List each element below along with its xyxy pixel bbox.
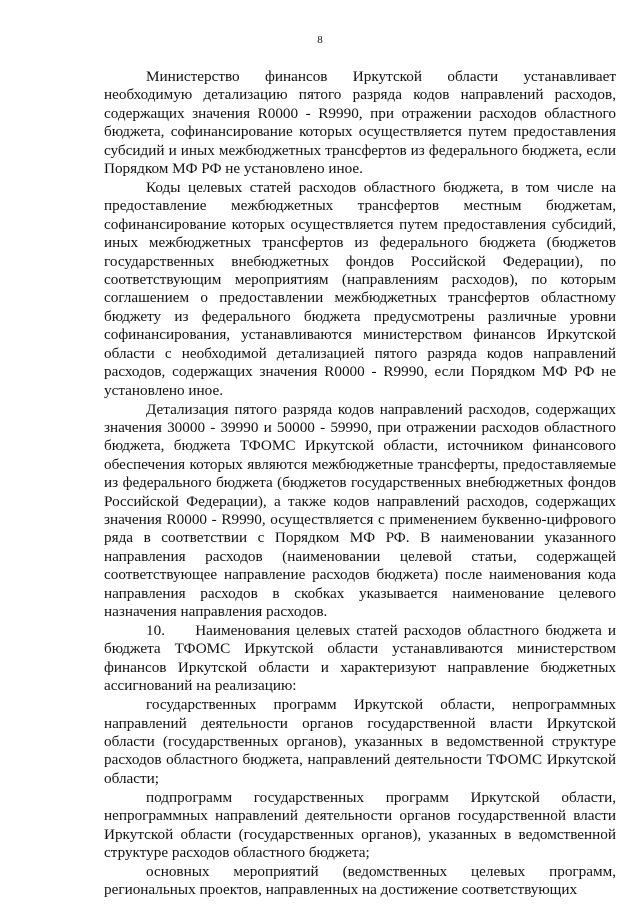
paragraph: Коды целевых статей расходов областного бюджета, в том числе на предоставление межбюджетных трансфертов местным бюджетам, софинансирование которых осуществляется путем предоставления субсидий, иных межбюджетных трансфертов из федерального бюджета (бюджетов государственных внебюджетных фондов Российской Федерации), по соответствующим мероприятиям (направлениям расходов), по которым соглашением о предоставлении межбюджетных трансфертов областному бюджету из федерального бюджета предусмотрены различные уровни софинансирования, устанавливаются министерством финансов Иркутской области с необходимой детализацией пятого разряда кодов направлений расходов, содержащих значения R0000 - R9990, если Порядком МФ РФ не установлено иное. [104, 179, 616, 399]
list-paragraph: основных мероприятий (ведомственных целевых программ, региональных проектов, направленных на достижение соответствующих [104, 863, 616, 899]
paragraph: Министерство финансов Иркутской области устанавливает необходимую детализацию пятого разряда кодов направлений расходов, содержащих значения R0000 - R9990, при отражении расходов областного бюджета, софинансирование которых осуществляется путем предоставления субсидий и иных межбюджетных трансфертов из федерального бюджета, если Порядком МФ РФ не установлено иное. [104, 68, 616, 178]
list-paragraph: подпрограмм государственных программ Иркутской области, непрограммных направлений деятельности органов государственной власти Иркутской области (государственных органов), указанных в ведомственной структуре расходов областного бюджета; [104, 788, 616, 862]
page-number: 8 [317, 34, 323, 46]
document-body [104, 68, 616, 900]
numbered-paragraph: 10. Наименования целевых статей расходов областного бюджета и бюджета ТФОМС Иркутской области устанавливаются министерством финансов Иркутской области и характеризуют направление бюджетных ассигнований на реализацию: [104, 621, 616, 695]
paragraph: Детализация пятого разряда кодов направлений расходов, содержащих значения 30000 - 39990 и 50000 - 59990, при отражении расходов областного бюджета, бюджета ТФОМС Иркутской области, источником финансового обеспечения которых являются межбюджетные трансферты, предоставляемые из федерального бюджета (бюджетов государственных внебюджетных фондов Российской Федерации), а также кодов направлений расходов, содержащих значения R0000 - R9990, осуществляется с применением буквенно-цифрового ряда в соответствии с Порядком МФ РФ. В наименовании указанного направления расходов (наименовании целевой статьи, содержащей соответствующее направление расходов бюджета) после наименования кода направления расходов в скобках указывается наименование целевого назначения направления расходов. [104, 400, 616, 620]
list-paragraph: государственных программ Иркутской области, непрограммных направлений деятельности органов государственной власти Иркутской области (государственных органов), указанных в ведомственной структуре расходов областного бюджета, направлений деятельности ТФОМС Иркутской области; [104, 696, 616, 787]
